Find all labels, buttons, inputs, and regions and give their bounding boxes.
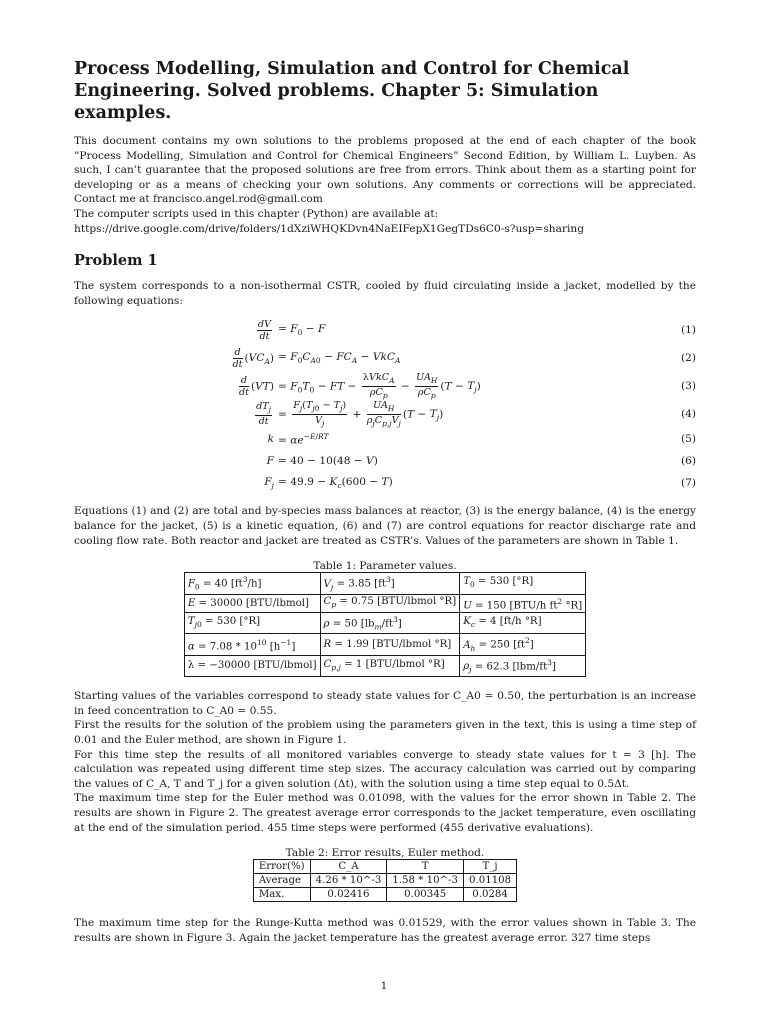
equation-number: (7) [680, 477, 696, 490]
table-cell: E = 30000 [BTU/lbmol] [184, 594, 320, 612]
table-header-cell: T [387, 860, 464, 874]
table-row [184, 655, 585, 676]
document-title: Process Modelling, Simulation and Control for Chemical Engineering. Solved problems. Chapter 5: Simulation examples. [74, 59, 630, 123]
equation-number: (6) [680, 455, 696, 468]
table-row [184, 573, 585, 594]
page-number: 1 [380, 980, 388, 992]
table-row [184, 634, 585, 655]
equation-2: $\frac{d}{dt}$ $(VC_A)$ = $F_0C_{A0} - FC_A - VkC_A$ (2) [232, 346, 696, 370]
equation-7: $F_j$ = $49.9 - K_c(600 - T)$ (7) [264, 476, 696, 491]
table-cell: ρ = 50 $[lb_m/ft^3]$ [320, 612, 460, 633]
equation-3: $\frac{d}{dt}$ (VT) = $F_0T_0$ − FT − $\frac{\lambda VkC_A}{\rho C_p}$ − $\frac{UA_H}{\rho C_p}$ $(T - T_j)$ (3) [239, 371, 696, 400]
scripts-note: The computer scripts used in this chapter (Python) are available at: [74, 207, 439, 220]
table-cell: 4.26 * 10^-3 [310, 874, 387, 888]
table-cell: $A_h = 250$ $[ft^2]$ [460, 634, 586, 655]
table-cell: 0.02416 [310, 888, 387, 902]
table-cell: 0.01108 [464, 874, 517, 888]
table-cell: $C_p = 0.75$ [BTU/lbmol °R] [320, 594, 460, 612]
table2-caption: Table 2: Error results, Euler method. [285, 847, 485, 860]
table-cell: 0.0284 [464, 888, 517, 902]
table-row [184, 594, 585, 612]
equation-number: (3) [680, 380, 696, 393]
table-cell: $V_j = 3.85$ $[ft^3]$ [320, 573, 460, 594]
intro-paragraph: This document contains my own solutions to the problems proposed at the end of each chapter of the book ”Process Modelling, Simulation and Control for Chemical Engineers” Second Edition, by William L. Luyben. As such, I can’t guarantee that the proposed solutions are free from errors. Think about them as a starting point for developing or as a means of checking your own solutions. Any comments or corrections will be appreciated. Contact me at francisco.angel.rod@gmail.com [74, 135, 696, 206]
equation-number: (2) [680, 352, 696, 365]
problem-heading: Problem 1 [74, 252, 158, 270]
results-paragraph-1: Starting values of the variables correspond to steady state values for C_A0 = 0.50, the perturbation is an increase in feed concentration to C_A0 = 0.55. [74, 690, 696, 717]
table-cell: $F_0 = 40$ $[ft^3/h]$ [184, 573, 320, 594]
page-body [74, 58, 696, 945]
scripts-link[interactable]: https://drive.google.com/drive/folders/1dXziWHQKDvn4NaEIFepX1GegTDs6C0-s?usp=sharing [74, 222, 584, 235]
equation-1: $\frac{dV}{dt}$ = $F_0 - F$ (1) [257, 318, 696, 342]
equations-explanation: Equations (1) and (2) are total and by-species mass balances at reactor, (3) is the energy balance, (4) is the energy balance for the jacket, (5) is a kinetic equation, (6) and (7) are control equations for reactor discharge rate and cooling flow rate. Both reactor and jacket are treated as CSTR’s. Values of the parameters are shown in Table 1. [74, 505, 696, 547]
equation-block [74, 316, 696, 494]
equation-number: (5) [680, 433, 696, 446]
equation-number: (4) [680, 408, 696, 421]
table-cell: $\rho_j = 62.3$ $[lbm/ft^3]$ [460, 655, 586, 676]
parameter-table [184, 572, 586, 677]
error-table [253, 859, 517, 902]
table-header-cell: Error(%) [253, 860, 310, 874]
table1-caption: Table 1: Parameter values. [313, 560, 457, 573]
table-header-row [253, 860, 516, 874]
table-cell: $T_0 = 530$ [°R] [460, 573, 586, 594]
table-cell: R = 1.99 [BTU/lbmol °R] [320, 634, 460, 655]
table-cell: 1.58 * 10^-3 [387, 874, 464, 888]
results-paragraph-4: The maximum time step for the Euler method was 0.01098, with the values for the error shown in Table 2. The results are shown in Figure 2. The greatest average error corresponds to the jacket temperature, even oscillating at the end of the simulation period. 455 time steps were performed (455 derivative evaluations). [74, 792, 696, 834]
table-cell: $T_{j0} = 530$ [°R] [184, 612, 320, 633]
table-cell: λ = −30000 [BTU/lbmol] [184, 655, 320, 676]
results-paragraph-2: First the results for the solution of the problem using the parameters given in the text, this is using a time step of 0.01 and the Euler method, are shown in Figure 1. [74, 719, 696, 746]
equation-4: $\frac{dT_j}{dt}$ = $\frac{F_j(T_{j0} - T_j)}{V_j}$ + $\frac{UA_H}{\rho_jC_{p,j}V_j}$ $(T - T_j)$ (4) [256, 399, 696, 428]
table-cell: $K_c = 4$ [ft/h °R] [460, 612, 586, 633]
final-paragraph: The maximum time step for the Runge-Kutta method was 0.01529, with the error values shown in Table 3. The results are shown in Figure 3. Again the jacket temperature has the greatest average error. 327 time steps [74, 917, 696, 944]
table-cell: $C_{p,j} = 1$ [BTU/lbmol °R] [320, 655, 460, 676]
table-header-cell: T_j [464, 860, 517, 874]
problem-intro: The system corresponds to a non-isothermal CSTR, cooled by fluid circulating inside a jacket, modelled by the following equations: [74, 280, 696, 307]
equation-5: k = $\alpha e^{-E/RT}$ (5) [267, 432, 696, 447]
results-paragraph-3: For this time step the results of all monitored variables converge to steady state values for t = 3 [h]. The calculation was repeated using different time step sizes. The accuracy calculation was carried out by comparing the values of C_A, T and T_j for a given solution (Δt), with the solution using a time step equal to 0.5Δt. [74, 748, 696, 790]
table-row [253, 888, 516, 902]
equation-number: (1) [680, 324, 696, 337]
table-cell: U = 150 [BTU/h $ft^2$ °R] [460, 594, 586, 612]
table-cell: Average [253, 874, 310, 888]
table-cell: 0.00345 [387, 888, 464, 902]
table-cell: Max. [253, 888, 310, 902]
equation-6: F = 40 − 10(48 − V) (6) [266, 455, 696, 468]
table-header-cell: C_A [310, 860, 387, 874]
table-cell: $\alpha = 7.08 * 10^{10}$ $[h^{-1}]$ [184, 634, 320, 655]
table-row [253, 874, 516, 888]
table-row [184, 612, 585, 633]
